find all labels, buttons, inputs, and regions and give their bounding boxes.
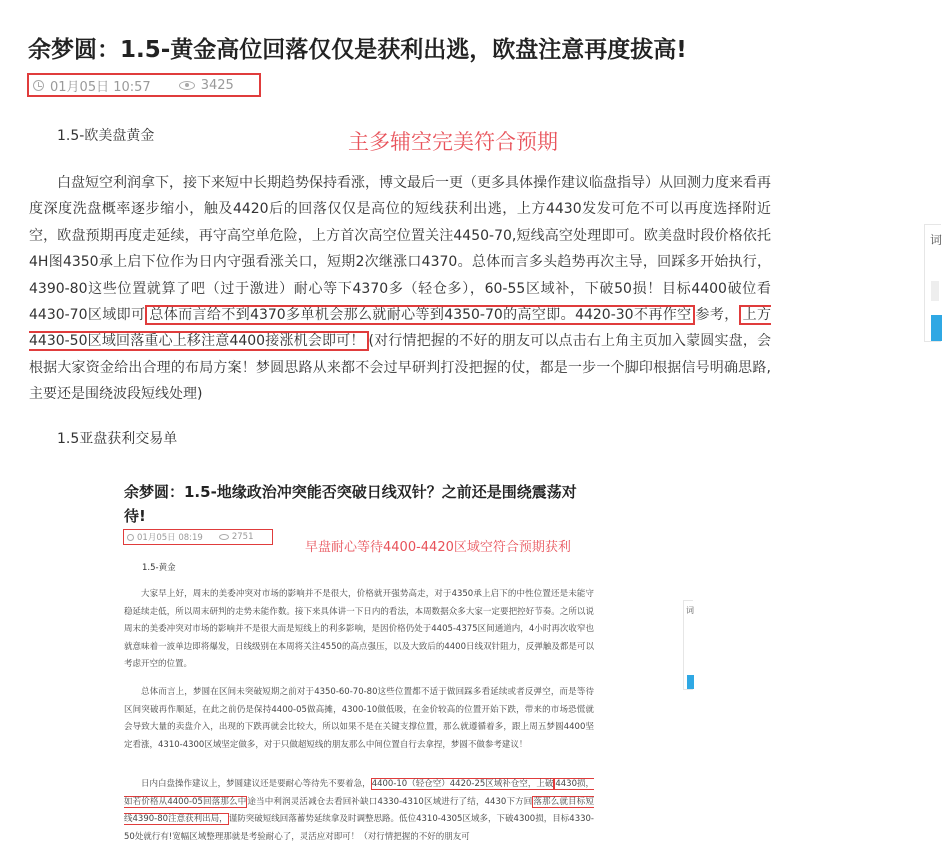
paragraph-text: (对行情把握的不好的朋友可以点击右上角主页加入蒙圆实盘，会根据大家资金给出合理的布局方案！梦圆思路从来都不会过早研判打没把握的仗，都是一步一个脚印根据信号明确思路,主要还是围绕波段短线处理)	[29, 333, 771, 403]
side-widget-placeholder	[931, 281, 939, 301]
embedded-section-heading: 1.5-黄金	[142, 563, 176, 573]
article-meta	[27, 73, 261, 97]
article-views: 3425	[200, 77, 234, 93]
section-heading: 1.5亚盘获利交易单	[57, 431, 178, 447]
paragraph-text: 参考，	[695, 307, 739, 324]
section-heading: 1.5-欧美盘黄金	[57, 128, 155, 144]
article-paragraph	[29, 170, 771, 408]
highlight-box: 上方4430-50区域回落重心上移注意4400接涨机会即可！	[29, 307, 772, 350]
eye-icon	[219, 534, 229, 540]
embedded-paragraph: 总体而言上，梦圆在区间未突破短期之前对于4350-60-70-80这些位置都不适于做回踩多看延续或者反弹空，而是等待区间突破再作顺延，在此之前仍是保持4400-05做高摊，4300-10做低吸，在金价较高的位置开始下跌，带来的市场恐慌就会导致大量的卖盘介入，出现的下跌再就会比较大，所以如果不是在关键支撑位置，那么就遵循着多，跟上周五梦圆4400坚定看涨，4310-4300区域坚定做多，对于只做超短线的朋友那么中间位置自行去拿捏，梦圆不做参考建议！	[124, 687, 594, 750]
highlight-box: 总体而言给不到4370多单机会那么就耐心等到4350-70的高空即。4420-30不再作空	[145, 305, 695, 325]
eye-icon	[179, 81, 195, 90]
embedded-paragraph: 大家早上好，周末的美委冲突对市场的影响并不是很大，价格就开强势高走，对于4350承上启下的中性位置还是未能守稳延续走低，所以周末研判的走势未能作数。接下来具体讲一下日内的看法，本周数据众多大家一定要把控好节奏。之所以说周末的美委冲突对市场的影响并不是很大而是短线上的利多影响，是因价格仍处于4405-4375区间通道内，4小时再次收窄也就意味着一波单边即将爆发，日线级别在本周将关注4550的高点强压，以及大致后的4400日线双针阻力，反弹触及都是可以考虑开空的位置。	[124, 589, 594, 669]
embedded-views: 2751	[231, 532, 254, 542]
red-headline: 主多辅空完美符合预期	[348, 130, 558, 154]
embedded-title: 余梦圆：1.5-地缘政治冲突能否突破日线双针？之前还是围绕震荡对待!	[124, 483, 577, 525]
highlight-box: 4400-10（轻仓空）4420-25区域补仓空，上破	[371, 779, 554, 789]
side-widget-button[interactable]	[931, 315, 942, 341]
embedded-red-note: 早盘耐心等待4400-4420区域空符合预期获利	[305, 540, 571, 555]
embedded-date: 01月05日 08:19	[137, 533, 203, 543]
side-widget-label: 词	[930, 233, 942, 247]
highlight-box: 落那么就目标短线4390-80注意获利出局，	[124, 796, 594, 824]
clock-icon	[33, 80, 44, 91]
article-title: 余梦圆：1.5-黄金高位回落仅仅是获利出逃，欧盘注意再度拔高!	[28, 37, 687, 63]
embedded-side-widget	[683, 600, 693, 690]
embedded-side-label: 词	[686, 606, 694, 615]
paragraph-text: 白盘短空利润拿下，接下来短中长期趋势保持看涨，博文最后一更（更多具体操作建议临盘指导）从回测力度来看再度深度洗盘概率逐步缩小，触及4420后的回落仅仅是高位的短线获利出逃，上方4430发发可危不可以再度选择附近空，欧盘预期再度走延续，再守高空单危险，上方首次高空位置关注4450-70,短线高空处理即可。欧美盘时段价格依托4H图4350承上启下位作为日内守强看涨关口，短期2次继涨口4370。总体而言多头趋势再次主导，回踩多开始执行，4390-80这些位置就算了吧（过于激进）耐心等下4370多（轻仓多），60-55区域补，下破50损！目标4400破位看4430-70区域即可	[29, 175, 771, 324]
embedded-side-button	[687, 675, 694, 689]
paragraph-text: 途当中利润灵活减仓去看回补缺口4330-4310区域进行了结，4430下方回	[247, 796, 533, 807]
embedded-paragraph	[124, 776, 594, 846]
clock-icon	[127, 534, 134, 541]
paragraph-text: 日内白盘操作建议上，梦圆建议还是要耐心等待先不要着急，	[141, 779, 371, 789]
side-widget[interactable]	[924, 224, 941, 342]
embedded-meta	[123, 529, 273, 545]
highlight-box: 4430损，如若价格从4400-05回落那么中	[124, 779, 594, 807]
article-date: 01月05日 10:57	[50, 79, 151, 95]
embedded-screenshot	[107, 462, 693, 843]
paragraph-text: 谨防突破短线回落蓄势延续拿及时调整思路。低位4310-4305区域多，下破4300损，目标4330-50处就行有!宽幅区域整理那就是考验耐心了，灵活应对即可！（对行情把握的不好的朋友可	[124, 814, 594, 842]
